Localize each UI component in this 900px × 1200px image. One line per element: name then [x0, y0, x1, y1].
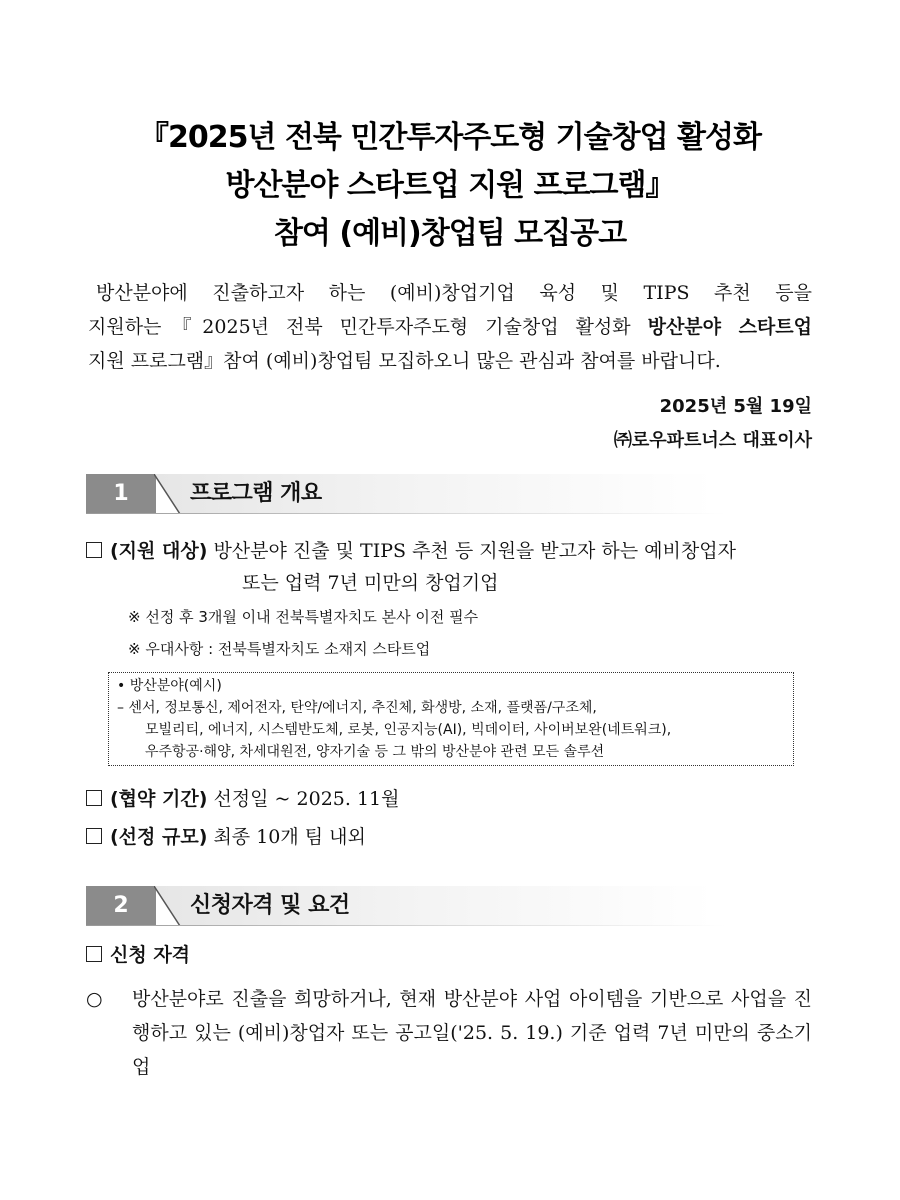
qualification-text: 방산분야로 진출을 희망하거나, 현재 방산분야 사업 아이템을 기반으로 사업을 진행하고 있는 (예비)창업자 또는 공고일('25. 5. 19.) 기준 업력 7년 미만의 중소기업: [132, 988, 812, 1078]
section-1-header: [86, 474, 726, 514]
examples-heading: • 방산분야(예시): [117, 678, 222, 694]
section-1-title: 프로그램 개요: [190, 481, 322, 506]
intro-highlight: 방산분야 스타트업: [647, 316, 812, 338]
scale-label: (선정 규모): [110, 826, 208, 848]
qualification-bullet-item: [86, 982, 812, 1084]
section-2-title: 신청자격 및 요건: [190, 893, 350, 918]
section-1-underline: [86, 513, 726, 514]
section-1-divider: [154, 474, 194, 514]
section-2-number: 2: [86, 886, 156, 926]
qualification-label: 신청 자격: [110, 944, 191, 966]
circle-bullet-icon: ○: [86, 988, 103, 1010]
target-text-2: 또는 업력 7년 미만의 창업기업: [242, 572, 499, 594]
period-value: 선정일 ~ 2025. 11월: [213, 788, 400, 810]
checkbox-square-icon: [86, 790, 102, 806]
note-preference: ※ 우대사항 : 전북특별자치도 소재지 스타트업: [128, 640, 431, 658]
period-item: [86, 784, 399, 814]
checkbox-square-icon: [86, 542, 102, 558]
qualification-item: [86, 940, 190, 970]
document-title-line-3: 참여 (예비)창업팀 모집공고: [273, 216, 627, 251]
document-title-line-1: 『2025년 전북 민간투자주도형 기술창업 활성화: [139, 120, 761, 155]
section-2-header: [86, 886, 726, 926]
intro-line-1: 방산분야에 진출하고자 하는 (예비)창업기업 육성 및 TIPS 추천 등을: [96, 282, 812, 304]
defense-field-examples-box: [108, 672, 794, 766]
checkbox-square-icon: [86, 828, 102, 844]
target-label: (지원 대상): [110, 540, 208, 562]
issuer: ㈜로우파트너스 대표이사: [613, 430, 812, 451]
intro-line-2-text: 지원하는『2025년 전북 민간투자주도형 기술창업 활성화: [88, 316, 648, 338]
checkbox-square-icon: [86, 946, 102, 962]
examples-line-2: 모빌리티, 에너지, 시스템반도체, 로봇, 인공지능(AI), 빅데이터, 사이버보완(네트워크),: [145, 722, 672, 738]
section-2-divider: [154, 886, 194, 926]
scale-item: [86, 822, 366, 852]
intro-line-3: 지원 프로그램』참여 (예비)창업팀 모집하오니 많은 관심과 참여를 바랍니다.: [88, 350, 721, 372]
announcement-date: 2025년 5월 19일: [659, 396, 812, 417]
target-item: [86, 536, 736, 566]
note-relocation: ※ 선정 후 3개월 이내 전북특별자치도 본사 이전 필수: [128, 608, 479, 626]
document-title-line-2: 방산분야 스타트업 지원 프로그램』: [225, 168, 675, 203]
intro-line-2: [88, 310, 812, 344]
section-1-number: 1: [86, 474, 156, 514]
examples-line-1: – 센서, 정보통신, 제어전자, 탄약/에너지, 추진체, 화생방, 소재, 플랫폼/구조체,: [117, 700, 597, 716]
section-2-underline: [86, 925, 726, 926]
examples-line-3: 우주항공·해양, 차세대원전, 양자기술 등 그 밖의 방산분야 관련 모든 솔루션: [145, 744, 605, 760]
period-label: (협약 기간): [110, 788, 208, 810]
scale-value: 최종 10개 팀 내외: [213, 826, 366, 848]
target-text-1: 방산분야 진출 및 TIPS 추천 등 지원을 받고자 하는 예비창업자: [213, 540, 736, 562]
